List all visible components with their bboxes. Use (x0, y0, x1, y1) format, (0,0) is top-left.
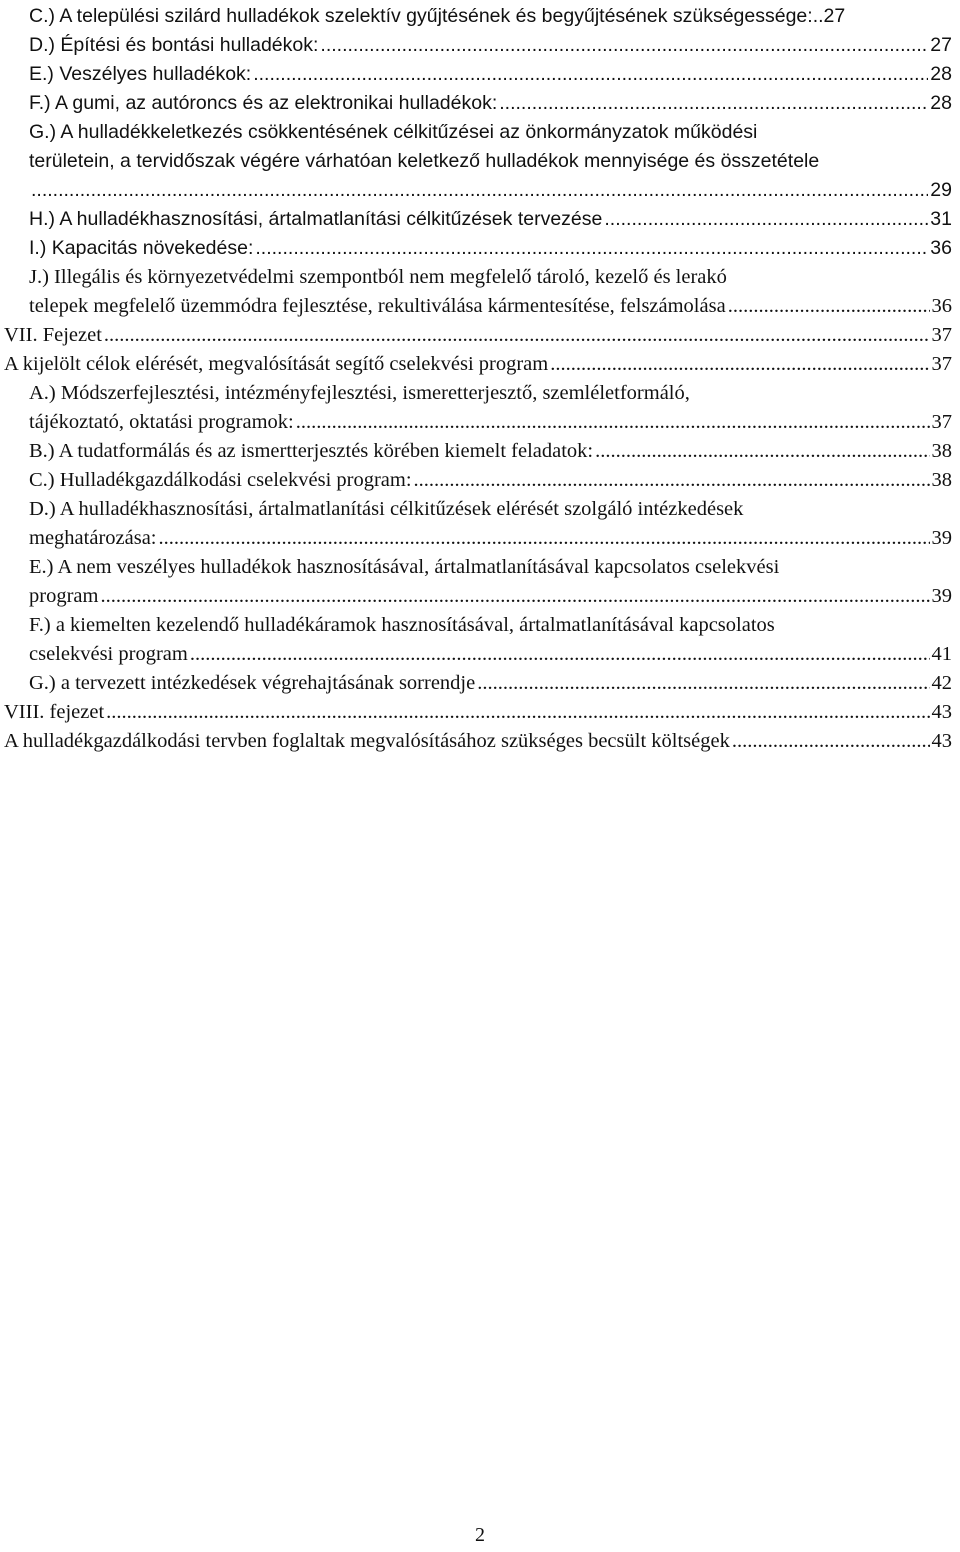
toc-entry-text: G.) a tervezett intézkedések végrehajtásának sorrendje (29, 672, 476, 694)
toc-entry-page: 27 (823, 5, 846, 27)
toc-entry-page: 37 (931, 353, 952, 375)
toc-entry-page: 27 (930, 34, 952, 56)
toc-chapter[interactable] (0, 698, 952, 727)
toc-entry-text: meghatározása: (29, 527, 157, 549)
toc-entry-text: D.) A hulladékhasznosítási, ártalmatlanítási célkitűzések elérését szolgáló intézkedések (29, 498, 744, 520)
toc-entry[interactable] (0, 437, 952, 466)
toc-chapter[interactable] (0, 321, 952, 350)
toc-leader-dots (158, 524, 929, 553)
toc-entry[interactable] (0, 669, 952, 698)
toc-entry[interactable] (0, 495, 952, 524)
toc-leader-dots (477, 669, 929, 698)
toc-entry-page: 37 (931, 411, 952, 433)
toc-entry-text: J.) Illegális és környezetvédelmi szempontból nem megfelelő tároló, kezelő és lerakó (29, 266, 727, 288)
toc-leader-dots (732, 727, 930, 756)
toc-entry-text: F.) A gumi, az autóroncs és az elektronikai hulladékok: (29, 92, 498, 114)
page-number: 2 (475, 1524, 485, 1546)
toc-entry-continuation[interactable] (0, 524, 952, 553)
toc-entry-continuation[interactable] (0, 582, 952, 611)
toc-entry-page: 38 (931, 440, 952, 462)
toc-entry-page: 36 (931, 295, 952, 317)
toc-entry-continuation[interactable] (0, 147, 952, 176)
toc-entry[interactable] (0, 611, 952, 640)
toc-entry-text: H.) A hulladékhasznosítási, ártalmatlanítási célkitűzések tervezése (29, 208, 603, 230)
toc-entry-page: 29 (930, 179, 952, 201)
toc-leader-dots (31, 176, 928, 205)
toc-entry[interactable] (0, 263, 952, 292)
toc-entry[interactable] (0, 466, 952, 495)
toc-entry-text: A.) Módszerfejlesztési, intézményfejlesztési, ismeretterjesztő, szemléletformáló, (29, 382, 690, 404)
toc-entry-text: tájékoztató, oktatási programok: (29, 411, 294, 433)
toc-entry-text: A kijelölt célok elérését, megvalósítását segítő cselekvési program (4, 353, 549, 375)
toc-entry[interactable] (0, 60, 952, 89)
toc-entry-continuation[interactable] (0, 292, 952, 321)
toc-entry-text: VIII. fejezet (4, 701, 105, 723)
toc-entry-text: B.) A tudatformálás és az ismertterjesztés körében kiemelt feladatok: (29, 440, 594, 462)
toc-leader-dots (595, 437, 929, 466)
toc-entry-text: területein, a tervidőszak végére várhatóan keletkező hulladékok mennyisége és összetétele (29, 150, 820, 172)
toc-entry-page: 39 (931, 527, 952, 549)
toc-leader-dots (499, 89, 928, 118)
toc-entry-page: 37 (931, 324, 952, 346)
toc-entry-text: program (29, 585, 99, 607)
toc-leader-dots (296, 408, 930, 437)
toc-entry-page: 31 (930, 208, 952, 230)
toc-entry-continuation[interactable] (0, 408, 952, 437)
toc-entry-text: E.) Veszélyes hulladékok: (29, 63, 252, 85)
toc-leader-dots (190, 640, 930, 669)
toc-entry-continuation[interactable] (0, 176, 952, 205)
toc-entry[interactable] (0, 379, 952, 408)
toc-entry-text: C.) Hulladékgazdálkodási cselekvési program: (29, 469, 412, 491)
toc-entry-text: G.) A hulladékkeletkezés csökkentésének célkitűzései az önkormányzatok működési (29, 121, 758, 143)
toc-entry[interactable] (0, 205, 952, 234)
toc-leader-dots (320, 31, 928, 60)
toc-entry-continuation[interactable] (0, 640, 952, 669)
toc-entry-page: 38 (931, 469, 952, 491)
toc-entry-page: 36 (930, 237, 952, 259)
toc-entry-text: telepek megfelelő üzemmódra fejlesztése, rekultiválása kármentesítése, felszámolása (29, 295, 726, 317)
toc-entry[interactable] (0, 727, 952, 756)
toc-entry-text: I.) Kapacitás növekedése: (29, 237, 254, 259)
toc-leader-dots (604, 205, 928, 234)
toc-entry[interactable] (0, 234, 952, 263)
toc-entry-page: 43 (931, 701, 952, 723)
toc-entry[interactable] (0, 350, 952, 379)
toc-entry[interactable] (0, 118, 952, 147)
table-of-contents (0, 0, 952, 756)
toc-leader-dots (104, 321, 930, 350)
toc-entry[interactable] (0, 553, 952, 582)
toc-entry[interactable] (0, 89, 952, 118)
toc-entry-text: D.) Építési és bontási hulladékok: (29, 34, 319, 56)
toc-entry-page: 28 (930, 63, 952, 85)
toc-entry-text: A hulladékgazdálkodási tervben foglaltak megvalósításához szükséges becsült költségek (4, 730, 730, 752)
toc-entry[interactable] (0, 2, 952, 31)
toc-leader-dots (106, 698, 929, 727)
toc-entry-text: VII. Fejezet (4, 324, 102, 346)
toc-entry-page: 39 (931, 585, 952, 607)
toc-entry-text: C.) A települési szilárd hulladékok szelektív gyűjtésének és begyűjtésének szükségessége:.. (29, 5, 824, 27)
toc-entry-text: E.) A nem veszélyes hulladékok hasznosításával, ártalmatlanításával kapcsolatos cselekvési (29, 556, 780, 578)
toc-entry-page: 41 (931, 643, 952, 665)
toc-entry-page: 28 (930, 92, 952, 114)
toc-entry-page: 43 (931, 730, 952, 752)
toc-entry[interactable] (0, 31, 952, 60)
toc-entry-page: 42 (931, 672, 952, 694)
toc-entry-text: F.) a kiemelten kezelendő hulladékáramok hasznosításával, ártalmatlanításával kapcsolatos (29, 614, 775, 636)
toc-leader-dots (100, 582, 929, 611)
toc-entry-text: cselekvési program (29, 643, 188, 665)
toc-leader-dots (255, 234, 928, 263)
toc-leader-dots (253, 60, 928, 89)
toc-leader-dots (550, 350, 929, 379)
toc-leader-dots (414, 466, 930, 495)
toc-leader-dots (728, 292, 930, 321)
